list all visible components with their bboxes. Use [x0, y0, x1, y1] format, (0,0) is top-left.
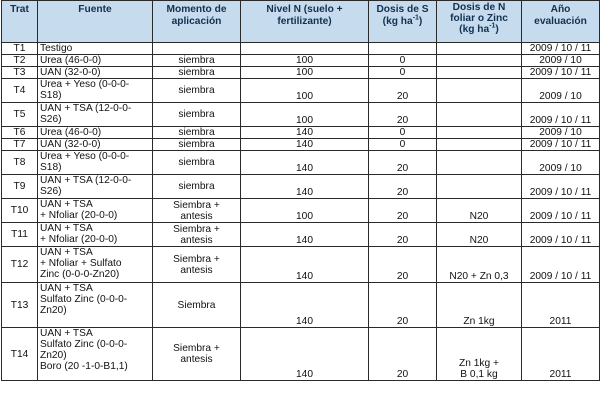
- cell-fuente-line: UAN + TSA: [40, 247, 93, 258]
- cell-dosis-s: 20: [369, 247, 437, 283]
- cell-fuente-line: + Nfoliar + Sulfato: [40, 258, 122, 269]
- cell-fuente-line: Urea (46-0-0): [40, 55, 102, 66]
- cell-momento-line: Siembra +: [173, 343, 220, 354]
- cell-momento-line: Siembra +: [173, 199, 220, 211]
- cell-trat: T3: [2, 67, 38, 79]
- cell-fuente: [38, 43, 153, 55]
- cell-nivel-n: 100: [241, 79, 369, 103]
- cell-trat: T4: [2, 79, 38, 103]
- table-row: [2, 223, 600, 247]
- cell-trat: T9: [2, 175, 38, 199]
- cell-fuente-line: S18): [40, 162, 62, 173]
- cell-dosis-foliar: [437, 55, 522, 67]
- cell-dosis-s: 0: [369, 67, 437, 79]
- cell-anio: 2009 / 10: [522, 151, 600, 175]
- cell-trat: T2: [2, 55, 38, 67]
- header-row: [2, 1, 600, 43]
- cell-fuente: [38, 67, 153, 79]
- cell-dosis-s: 20: [369, 328, 437, 381]
- cell-fuente-line: Urea + Yeso (0-0-0-: [40, 79, 130, 90]
- treatments-table: [1, 0, 600, 381]
- cell-momento: [153, 67, 241, 79]
- cell-fuente-line: Urea + Yeso (0-0-0-: [40, 151, 130, 162]
- cell-fuente-line: Zn20): [40, 305, 67, 316]
- cell-anio: 2009 / 10: [522, 127, 600, 139]
- table-row: [2, 79, 600, 103]
- cell-dosis-s: 20: [369, 283, 437, 328]
- cell-momento-line: siembra: [178, 85, 215, 96]
- cell-momento: [153, 127, 241, 139]
- cell-trat: T6: [2, 127, 38, 139]
- cell-trat: T14: [2, 328, 38, 381]
- cell-fuente-line: + Nfoliar (20-0-0): [40, 234, 118, 245]
- cell-momento-line: antesis: [180, 234, 213, 246]
- cell-trat: T12: [2, 247, 38, 283]
- cell-anio: 2009 / 10: [522, 79, 600, 103]
- cell-momento: [153, 199, 241, 223]
- cell-momento-line: antesis: [180, 354, 213, 365]
- cell-nivel-n: 100: [241, 103, 369, 127]
- cell-momento: [153, 79, 241, 103]
- cell-fuente: [38, 139, 153, 151]
- cell-momento: [153, 175, 241, 199]
- cell-fuente-line: UAN + TSA (12-0-0-: [40, 175, 132, 186]
- cell-fuente: [38, 175, 153, 199]
- cell-dosis-s: 20: [369, 79, 437, 103]
- table-row: [2, 55, 600, 67]
- cell-fuente: [38, 199, 153, 223]
- cell-dosis-s: 0: [369, 55, 437, 67]
- cell-momento: [153, 103, 241, 127]
- cell-anio: 2009 / 10 / 11: [522, 103, 600, 127]
- table-row: [2, 67, 600, 79]
- cell-momento-line: antesis: [180, 210, 213, 222]
- cell-trat: T10: [2, 199, 38, 223]
- cell-momento-line: siembra: [178, 157, 215, 168]
- cell-momento: [153, 223, 241, 247]
- table-row: [2, 43, 600, 55]
- cell-dosis-s: 20: [369, 151, 437, 175]
- cell-anio: 2009 / 10: [522, 55, 600, 67]
- header-trat: Trat: [2, 1, 38, 43]
- cell-fuente: [38, 127, 153, 139]
- cell-dosis-foliar: [437, 127, 522, 139]
- cell-dosis-foliar: [437, 43, 522, 55]
- cell-momento-line: siembra: [178, 181, 215, 192]
- cell-nivel-n: 140: [241, 247, 369, 283]
- cell-dosis-s: 20: [369, 199, 437, 223]
- cell-trat: T8: [2, 151, 38, 175]
- cell-momento: [153, 151, 241, 175]
- cell-fuente-line: Sulfato Zinc (0-0-0-: [40, 339, 128, 350]
- cell-dosis-foliar: [437, 223, 522, 247]
- table-body: [2, 43, 600, 381]
- cell-fuente-line: Sulfato Zinc (0-0-0-: [40, 294, 128, 305]
- cell-momento: [153, 328, 241, 381]
- cell-momento: [153, 139, 241, 151]
- cell-anio: 2011: [522, 283, 600, 328]
- cell-anio: 2011: [522, 328, 600, 381]
- table-row: [2, 328, 600, 381]
- cell-fuente-line: + Nfoliar (20-0-0): [40, 210, 118, 221]
- table-row: [2, 175, 600, 199]
- cell-anio: 2009 / 10 / 11: [522, 139, 600, 151]
- cell-dosis-s: 0: [369, 139, 437, 151]
- cell-fuente-line: Testigo: [40, 43, 73, 54]
- cell-nivel-n: 100: [241, 199, 369, 223]
- cell-momento-line: Siembra +: [173, 253, 220, 265]
- cell-trat: T11: [2, 223, 38, 247]
- cell-fuente: [38, 328, 153, 381]
- cell-dosis-foliar: [437, 283, 522, 328]
- cell-trat: T5: [2, 103, 38, 127]
- cell-dosis-foliar-line: Zn 1kg +: [459, 358, 499, 369]
- cell-dosis-s: 20: [369, 175, 437, 199]
- cell-fuente-line: Zinc (0-0-0-Zn20): [40, 269, 120, 280]
- cell-nivel-n: 140: [241, 283, 369, 328]
- cell-anio: 2009 / 10 / 11: [522, 43, 600, 55]
- cell-nivel-n: 140: [241, 175, 369, 199]
- cell-fuente-line: UAN + TSA: [40, 223, 93, 234]
- cell-anio: 2009 / 10 / 11: [522, 223, 600, 247]
- cell-trat: T13: [2, 283, 38, 328]
- cell-momento-line: Siembra: [177, 299, 216, 311]
- cell-momento: [153, 43, 241, 55]
- cell-fuente-line: UAN + TSA: [40, 283, 93, 294]
- cell-fuente-line: UAN (32-0-0): [40, 67, 101, 78]
- cell-fuente-line: S26): [40, 114, 62, 125]
- cell-nivel-n: 100: [241, 55, 369, 67]
- cell-fuente: [38, 223, 153, 247]
- header-nivel-n: Nivel N (suelo + fertilizante): [241, 1, 369, 43]
- cell-anio: 2009 / 10 / 11: [522, 175, 600, 199]
- cell-anio: 2009 / 10 / 11: [522, 247, 600, 283]
- cell-anio: 2009 / 10 / 11: [522, 67, 600, 79]
- cell-momento-line: siembra: [178, 139, 215, 150]
- cell-momento-line: siembra: [178, 109, 215, 120]
- cell-dosis-s: 0: [369, 127, 437, 139]
- header-momento: Momento de aplicación: [153, 1, 241, 43]
- cell-momento-line: siembra: [178, 127, 215, 138]
- cell-fuente: [38, 55, 153, 67]
- cell-nivel-n: 140: [241, 223, 369, 247]
- cell-fuente: [38, 79, 153, 103]
- cell-nivel-n: 140: [241, 328, 369, 381]
- cell-momento-line: antesis: [180, 264, 213, 276]
- cell-dosis-foliar-line: N20: [469, 211, 489, 222]
- cell-fuente-line: UAN + TSA: [40, 199, 93, 210]
- table-row: [2, 151, 600, 175]
- cell-fuente-line: Urea (46-0-0): [40, 127, 102, 138]
- cell-dosis-foliar: [437, 139, 522, 151]
- cell-nivel-n: 100: [241, 67, 369, 79]
- table-row: [2, 283, 600, 328]
- cell-fuente-line: UAN + TSA: [40, 328, 93, 339]
- cell-momento-line: siembra: [178, 67, 215, 78]
- cell-fuente: [38, 103, 153, 127]
- cell-fuente-line: UAN + TSA (12-0-0-: [40, 103, 132, 114]
- cell-dosis-foliar: [437, 199, 522, 223]
- cell-dosis-foliar-line: N20: [469, 235, 489, 246]
- cell-dosis-foliar: [437, 67, 522, 79]
- cell-momento-line: Siembra +: [173, 223, 220, 235]
- cell-dosis-foliar-line: N20 + Zn 0,3: [449, 271, 509, 282]
- cell-nivel-n: 140: [241, 127, 369, 139]
- table-row: [2, 127, 600, 139]
- cell-momento: [153, 247, 241, 283]
- cell-dosis-foliar-line: Zn 1kg: [463, 316, 495, 327]
- cell-nivel-n: 140: [241, 151, 369, 175]
- cell-dosis-foliar: [437, 151, 522, 175]
- cell-momento: [153, 55, 241, 67]
- cell-anio: 2009 / 10 / 11: [522, 199, 600, 223]
- cell-momento-line: siembra: [178, 55, 215, 66]
- cell-trat: T1: [2, 43, 38, 55]
- cell-dosis-foliar: [437, 103, 522, 127]
- header-fuente: Fuente: [38, 1, 153, 43]
- table-row: [2, 247, 600, 283]
- cell-fuente: [38, 247, 153, 283]
- cell-dosis-s: 20: [369, 223, 437, 247]
- header-anio: Año evaluación: [522, 1, 600, 43]
- cell-dosis-foliar: [437, 175, 522, 199]
- cell-fuente-line: S18): [40, 90, 62, 101]
- cell-nivel-n: [241, 43, 369, 55]
- cell-trat: T7: [2, 139, 38, 151]
- cell-nivel-n: 140: [241, 139, 369, 151]
- cell-fuente-line: S26): [40, 186, 62, 197]
- cell-dosis-foliar: [437, 247, 522, 283]
- cell-dosis-foliar: [437, 328, 522, 381]
- cell-dosis-s: [369, 43, 437, 55]
- cell-fuente-line: Zn20): [40, 350, 67, 361]
- cell-fuente-line: Boro (20 -1-0-B1,1): [40, 361, 128, 372]
- cell-dosis-foliar-line: B 0,1 kg: [460, 369, 498, 380]
- table-row: [2, 139, 600, 151]
- cell-fuente-line: UAN (32-0-0): [40, 139, 101, 150]
- cell-dosis-s: 20: [369, 103, 437, 127]
- header-dosis-foliar: Dosis de N foliar o Zinc (kg $ha^{-1}$): [437, 1, 522, 43]
- table-row: [2, 103, 600, 127]
- header-dosis-s: Dosis de S (kg $ha^{-1}$): [369, 1, 437, 43]
- table-row: [2, 199, 600, 223]
- cell-momento: [153, 283, 241, 328]
- cell-fuente: [38, 151, 153, 175]
- cell-fuente: [38, 283, 153, 328]
- cell-dosis-foliar: [437, 79, 522, 103]
